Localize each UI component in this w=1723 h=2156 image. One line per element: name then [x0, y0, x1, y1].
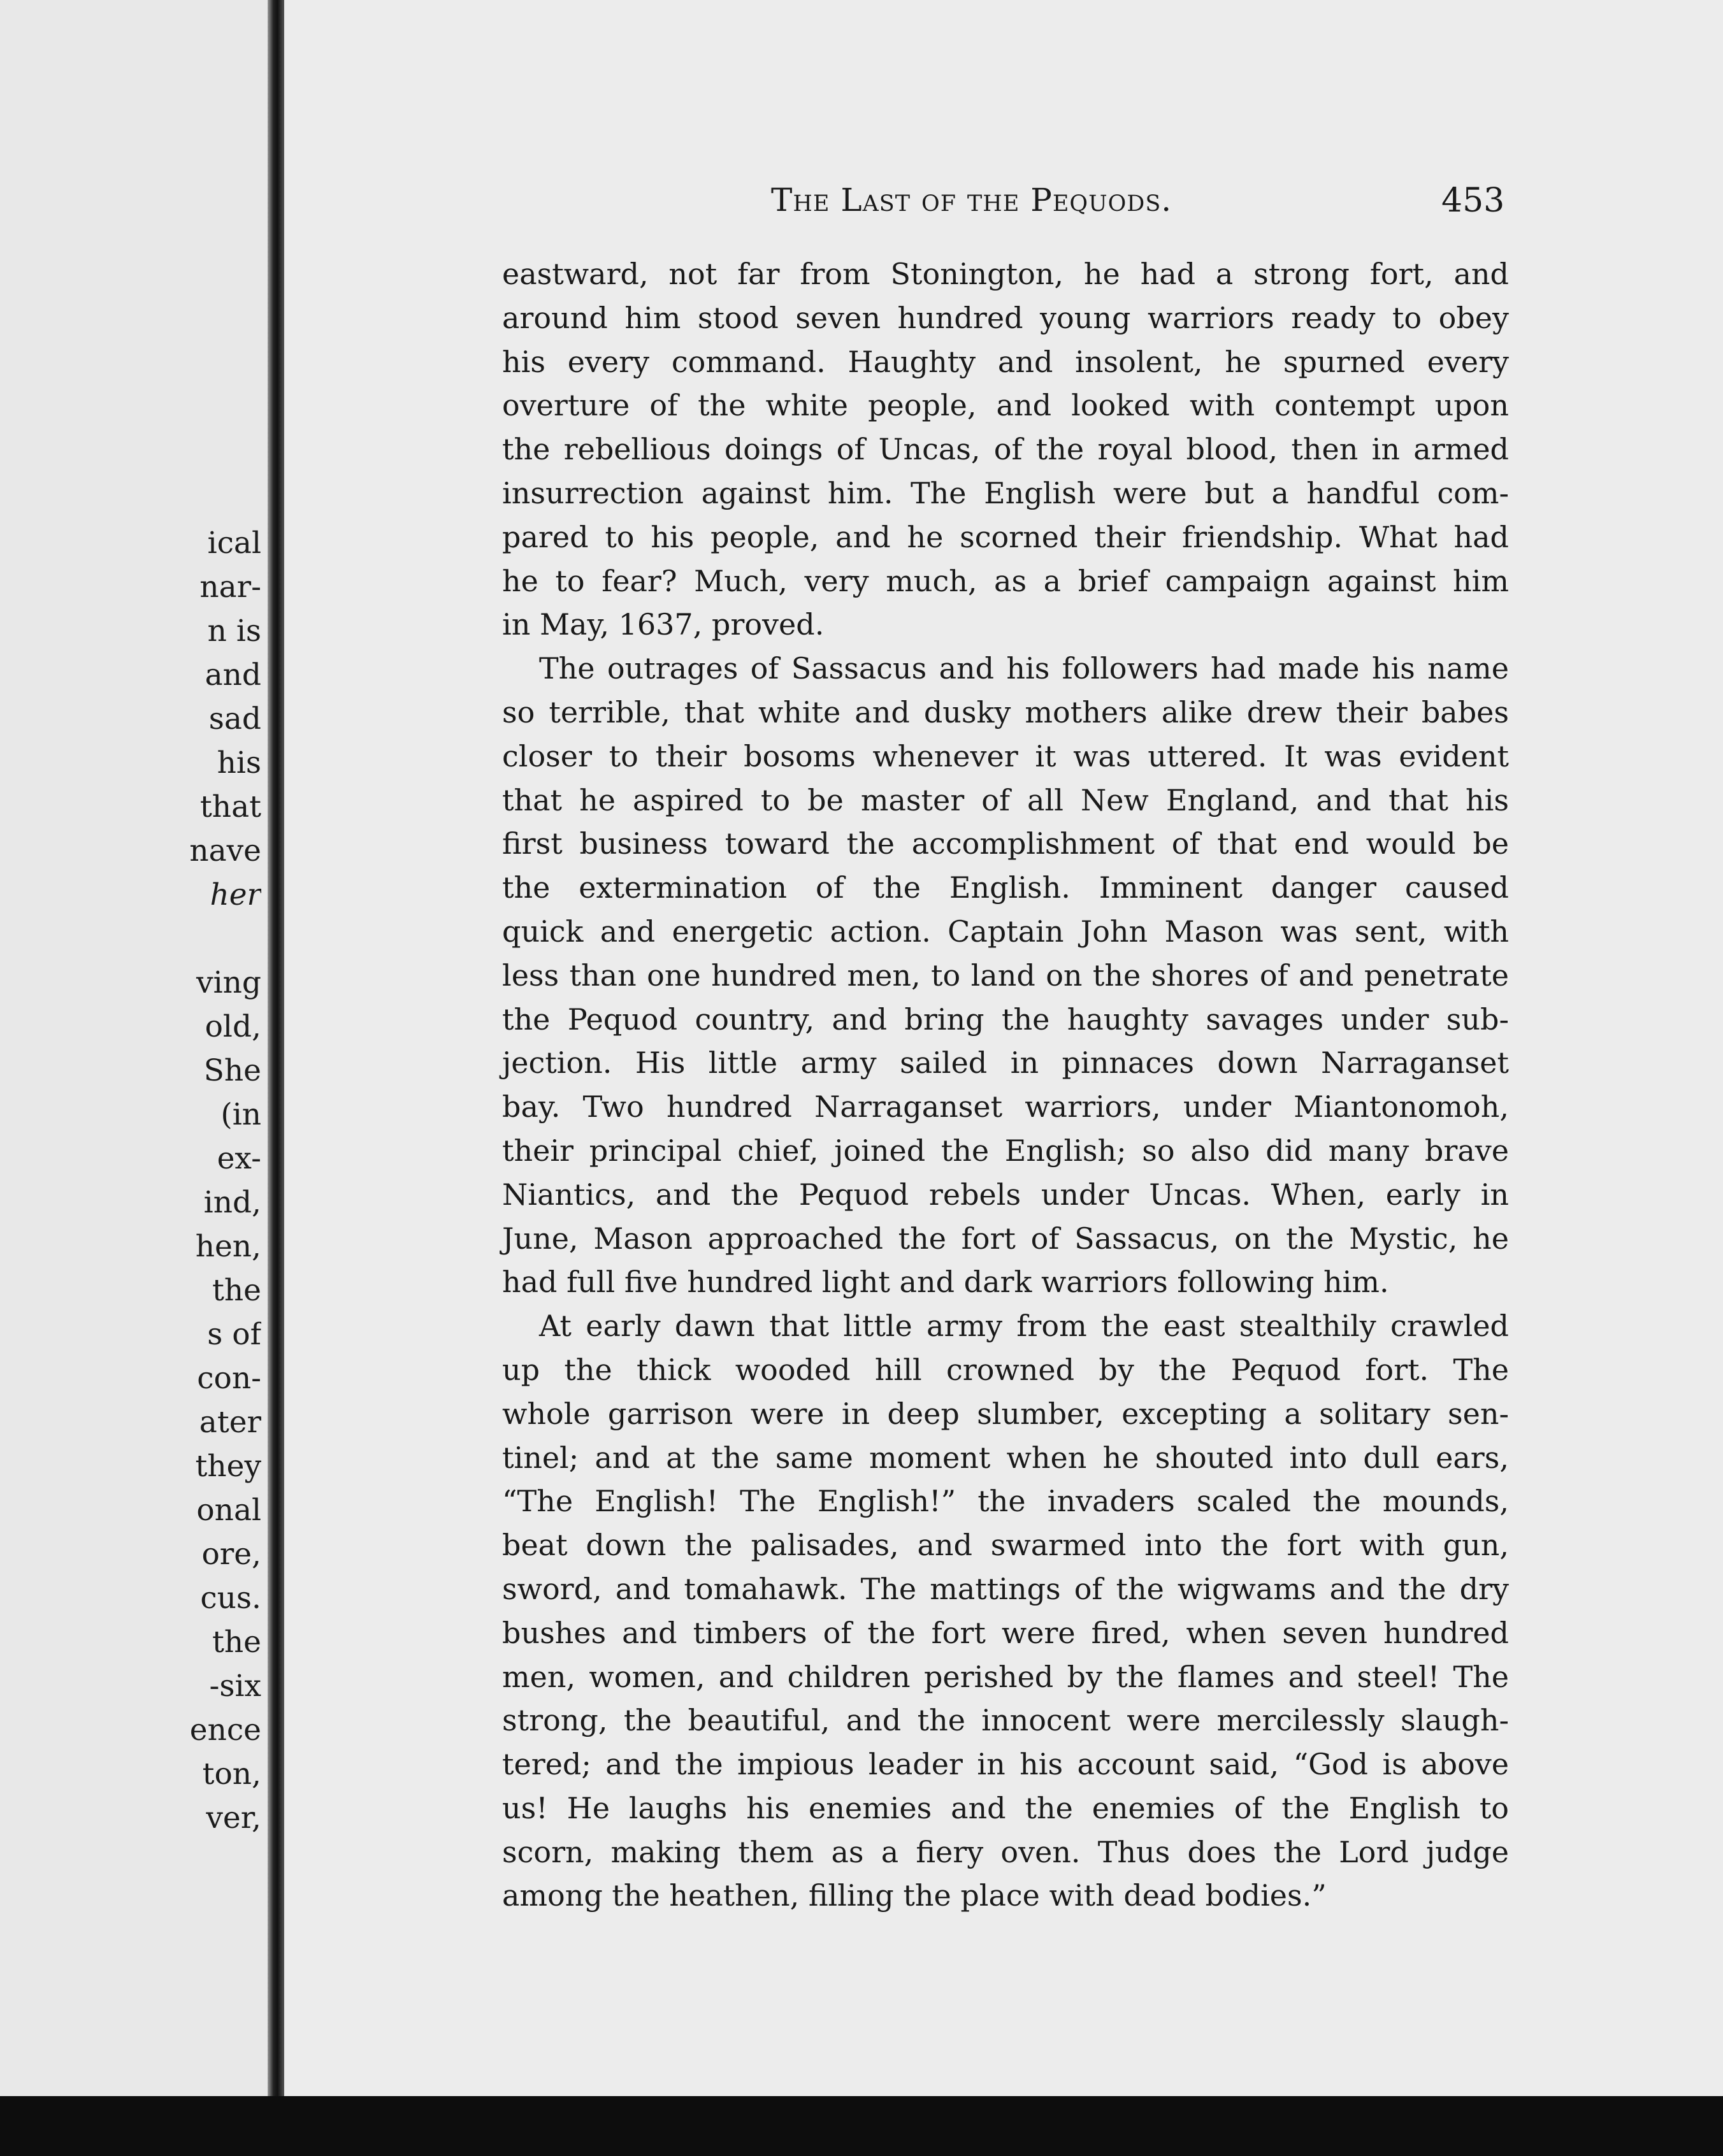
left-page-line: nave [189, 833, 261, 868]
text-line: tered; and the impious leader in his account said, “God is above [502, 1747, 1509, 1782]
left-page-line: s of [207, 1317, 261, 1352]
left-facing-page [0, 0, 268, 2102]
left-page-line: ex- [217, 1141, 261, 1176]
text-line: pared to his people, and he scorned their friendship. What had [502, 519, 1509, 554]
text-line: men, women, and children perished by the flames and steel! The [502, 1659, 1509, 1694]
text-line: June, Mason approached the fort of Sassacus, on the Mystic, he [502, 1221, 1509, 1256]
text-line: scorn, making them as a fiery oven. Thus does the Lord judge [502, 1834, 1509, 1869]
left-page-line: cus. [200, 1581, 261, 1616]
text-line: bushes and timbers of the fort were fired, when seven hundred [502, 1615, 1509, 1650]
text-line: insurrection against him. The English were but a handful com- [502, 475, 1509, 510]
left-page-line: ver, [206, 1800, 261, 1836]
left-page-line: that [199, 789, 261, 824]
text-line: so terrible, that white and dusky mothers alike drew their babes [502, 694, 1509, 729]
left-page-line: (in [220, 1097, 261, 1132]
left-page-line: ical [207, 526, 261, 561]
left-page-line: the [212, 1625, 261, 1660]
text-line: quick and energetic action. Captain John Mason was sent, with [502, 914, 1509, 949]
left-page-line: onal [196, 1493, 261, 1528]
left-page-line: ton, [202, 1757, 261, 1792]
left-page-line: they [195, 1449, 261, 1484]
text-line: closer to their bosoms whenever it was uttered. It was evident [502, 738, 1509, 773]
text-line: At early dawn that little army from the east stealthily crawled [539, 1309, 1509, 1344]
text-line: overture of the white people, and looked with contempt upon [502, 388, 1509, 423]
text-line: he to fear? Much, very much, as a brief campaign against him [502, 563, 1509, 598]
text-line: the rebellious doings of Uncas, of the royal blood, then in armed [502, 432, 1509, 467]
left-page-line: ore, [201, 1537, 261, 1572]
left-page-line: her [210, 877, 261, 912]
text-line: less than one hundred men, to land on the shores of and penetrate [502, 958, 1509, 993]
left-page-line: She [203, 1053, 261, 1088]
text-line: bay. Two hundred Narraganset warriors, under Miantonomoh, [502, 1089, 1509, 1125]
text-line: their principal chief, joined the English; so also did many brave [502, 1133, 1509, 1168]
text-line: eastward, not far from Stonington, he had a strong fort, and [502, 257, 1509, 291]
paragraph [502, 252, 1509, 647]
text-line: us! He laughs his enemies and the enemies of the English to [502, 1790, 1509, 1825]
running-header [771, 182, 1504, 219]
left-page-line [6, 917, 261, 961]
text-line: beat down the palisades, and swarmed into the fort with gun, [502, 1528, 1509, 1563]
left-page-line: his [217, 745, 261, 780]
text-line: in May, 1637, proved. [502, 607, 825, 642]
left-page-line: old, [205, 1009, 261, 1044]
text-line: Niantics, and the Pequod rebels under Uncas. When, early in [502, 1177, 1509, 1212]
scan-bottom-edge [0, 2096, 1723, 2156]
text-line: strong, the beautiful, and the innocent were mercilessly slaugh- [502, 1703, 1509, 1738]
left-page-line: ind, [203, 1185, 261, 1220]
left-page-line: n is [207, 614, 261, 649]
text-line: the extermination of the English. Imminent danger caused [502, 870, 1509, 905]
text-line: The outrages of Sassacus and his followers had made his name [539, 651, 1509, 686]
body-text [502, 252, 1509, 1918]
text-line: up the thick wooded hill crowned by the Pequod fort. The [502, 1352, 1509, 1387]
text-line: had full five hundred light and dark warriors following him. [502, 1265, 1389, 1300]
text-line: around him stood seven hundred young warriors ready to obey [502, 300, 1509, 335]
text-line: sword, and tomahawk. The mattings of the wigwams and the dry [502, 1571, 1509, 1606]
left-page-line: nar- [199, 570, 261, 605]
text-line: among the heathen, filling the place with dead bodies.” [502, 1878, 1327, 1913]
text-line: his every command. Haughty and insolent, he spurned every [502, 344, 1509, 379]
left-page-line: sad [208, 701, 261, 737]
text-line: “The English! The English!” the invaders scaled the mounds, [502, 1484, 1509, 1519]
text-line: jection. His little army sailed in pinnaces down Narraganset [502, 1046, 1509, 1081]
left-page-line: and [205, 658, 261, 693]
paragraph [502, 1304, 1509, 1918]
left-page-line: ater [199, 1405, 261, 1440]
left-page-line: ving [196, 965, 261, 1000]
running-title: The Last of the Pequods. [771, 182, 1172, 219]
page-number: 453 [1441, 182, 1505, 220]
book-gutter [268, 0, 284, 2102]
left-page-line: -six [209, 1669, 261, 1704]
left-page-line: ence [189, 1713, 261, 1748]
text-line: whole garrison were in deep slumber, excepting a solitary sen- [502, 1396, 1509, 1431]
paragraph [502, 647, 1509, 1304]
left-page-line: the [212, 1273, 261, 1308]
left-page-text-fragments [6, 521, 261, 1840]
left-page-line: con- [197, 1361, 261, 1396]
text-line: first business toward the accomplishment of that end would be [502, 826, 1509, 861]
left-page-line: hen, [195, 1229, 261, 1264]
text-line: tinel; and at the same moment when he shouted into dull ears, [502, 1440, 1509, 1475]
text-line: that he aspired to be master of all New England, and that his [502, 782, 1509, 817]
text-line: the Pequod country, and bring the haughty savages under sub- [502, 1002, 1509, 1037]
